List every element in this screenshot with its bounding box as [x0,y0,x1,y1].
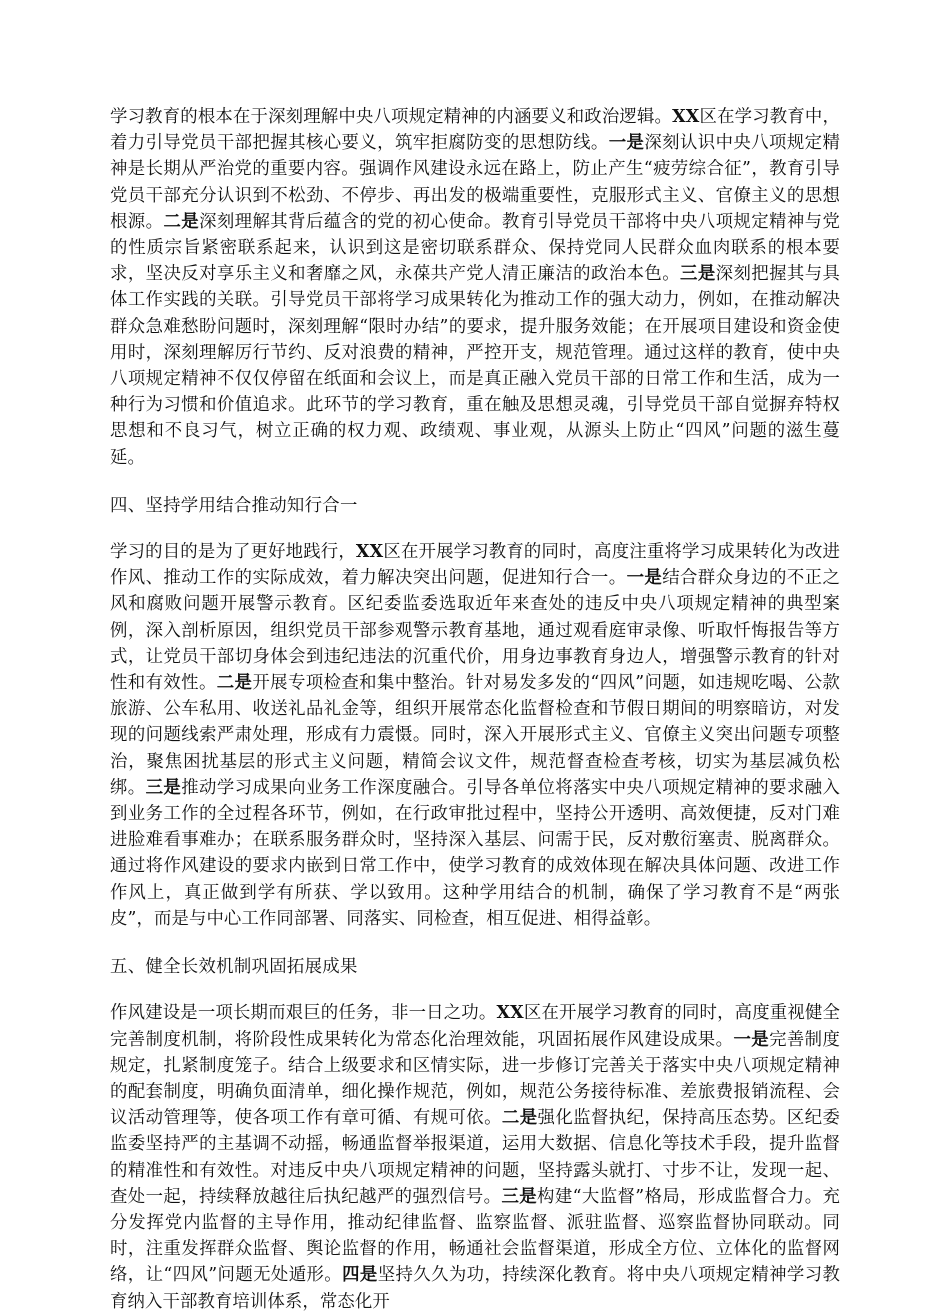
text-run: 四、坚持学用结合推动知行合一 [110,495,358,516]
enumeration-marker: 三是 [680,264,716,285]
document-body [110,104,840,1315]
enumeration-marker: 一是 [608,133,645,154]
text-run: 学习教育的根本在于深刻理解中央八项规定精神的内涵要义和政治逻辑。 [110,107,673,127]
enumeration-marker: 一是 [733,1029,770,1050]
enumeration-marker: 二是 [216,673,253,694]
placeholder-district-token: XX [355,542,384,563]
text-run: 开展专项检查和集中整治。针对易发多发的“四风”问题，如违规吃喝、公款旅游、公车私用、收送礼品礼金等，组织开展常态化监督检查和节假日期间的明察暗访，对发现的问题线索严肃处理，形成有力震慑。同时，深入开展形式主义、官僚主义突出问题专项整治，聚焦困扰基层的形式主义问题，精简会议文件，规范督查检查考核，切实为基层减负松绑。 [110,673,841,798]
text-run: 学习的目的是为了更好地践行， [110,542,356,563]
body-paragraph [110,539,840,932]
enumeration-marker: 二是 [501,1108,538,1129]
text-run: 构建“大监督”格局，形成监督合力。充分发挥党内监督的主导作用，推动纪律监督、监察监督、派驻监督、巡察监督协同联动。同时，注重发挥群众监督、舆论监督的作用，畅通社会监督渠道，形成全方位、立体化的监督网络，让“四风”问题无处遁形。 [110,1186,840,1286]
section-heading [110,493,840,519]
placeholder-district-token: XX [496,1003,524,1024]
body-paragraph [110,104,840,471]
enumeration-marker: 二是 [163,211,200,232]
enumeration-marker: 三是 [145,777,182,798]
text-run: 坚持久久为功，持续深化教育。将中央八项规定精神学习教育纳入干部教育培训体系，常态化开 [110,1265,840,1312]
placeholder-district-token: XX [672,107,700,127]
text-run: 深刻认识中央八项规定精神是长期从严治党的重要内容。强调作风建设永远在路上，防止产生“疲劳综合征”，教育引导党员干部充分认识到不松劲、不停步、再出发的极端重要性，克服形式主义、官僚主义的思想根源。 [110,133,840,232]
enumeration-marker: 四是 [342,1265,378,1286]
text-run: 区在学习教育中，着力引导党员干部把握其核心要义，筑牢拒腐防变的思想防线。 [110,107,840,154]
text-run: 结合群众身边的不正之风和腐败问题开展警示教育。区纪委监委选取近年来查处的违反中央八项规定精神的典型案例，深入剖析原因，组织党员干部参观警示教育基地，通过观看庭审录像、听取忏悔报告等方式，让党员干部切身体会到违纪违法的沉重代价，用身边事教育身边人，增强警示教育的针对性和有效性。 [110,568,840,694]
text-run: 深刻把握其与具体工作实践的关联。引导党员干部将学习成果转化为推动工作的强大动力，例如，在推动解决群众急难愁盼问题时，深刻理解“限时办结”的要求，提升服务效能；在开展项目建设和资金使用时，深刻理解厉行节约、反对浪费的精神，严控开支，规范管理。通过这样的教育，使中央八项规定精神不仅仅停留在纸面和会议上，而是真正融入党员干部的日常工作和生活，成为一种行为习惯和价值追求。此环节的学习教育，重在触及思想灵魂，引导党员干部自觉摒弃特权思想和不良习气，树立正确的权力观、政绩观、事业观，从源头上防止“四风”问题的滋生蔓延。 [110,264,841,468]
text-run: 区在开展学习教育的同时，高度重视健全完善制度机制，将阶段性成果转化为常态化治理效能，巩固拓展作风建设成果。 [110,1003,840,1050]
text-run: 作风建设是一项长期而艰巨的任务，非一日之功。 [110,1003,497,1024]
text-run: 五、健全长效机制巩固拓展成果 [110,957,358,978]
enumeration-marker: 三是 [501,1186,538,1207]
text-run: 深刻理解其背后蕴含的党的初心使命。教育引导党员干部将中央八项规定精神与党的性质宗旨紧密联系起来，认识到这是密切联系群众、保持党同人民群众血肉联系的根本要求，坚决反对享乐主义和奢靡之风，永葆共产党人清正廉洁的政治本色。 [110,211,840,285]
enumeration-marker: 一是 [626,568,663,589]
text-run: 推动学习成果向业务工作深度融合。引导各单位将落实中央八项规定精神的要求融入到业务工作的全过程各环节，例如，在行政审批过程中，坚持公开透明、高效便捷，反对门难进脸难看事难办；在联系服务群众时，坚持深入基层、问需于民，反对敷衍塞责、脱离群众。通过将作风建设的要求内嵌到日常工作中，使学习教育的成效体现在解决具体问题、改进工作作风上，真正做到学有所获、学以致用。这种学用结合的机制，确保了学习教育不是“两张皮”，而是与中心工作同部署、同落实、同检查，相互促进、相得益彰。 [110,777,840,929]
body-paragraph [110,1000,840,1314]
text-run: 完善制度规定，扎紧制度笼子。结合上级要求和区情实际，进一步修订完善关于落实中央八项规定精神的配套制度，明确负面清单，细化操作规范，例如，规范公务接待标准、差旅费报销流程、会议活动管理等，使各项工作有章可循、有规可依。 [110,1029,840,1129]
text-run: 区在开展学习教育的同时，高度注重将学习成果转化为改进作风、推动工作的实际成效，着力解决突出问题，促进知行合一。 [110,542,841,589]
section-heading [110,954,840,980]
text-run: 强化监督执纪，保持高压态势。区纪委监委坚持严的主基调不动摇，畅通监督举报渠道，运用大数据、信息化等技术手段，提升监督的精准性和有效性。对违反中央八项规定精神的问题，坚持露头就打、寸步不让，发现一起、查处一起，持续释放越往后执纪越严的强烈信号。 [110,1108,840,1207]
